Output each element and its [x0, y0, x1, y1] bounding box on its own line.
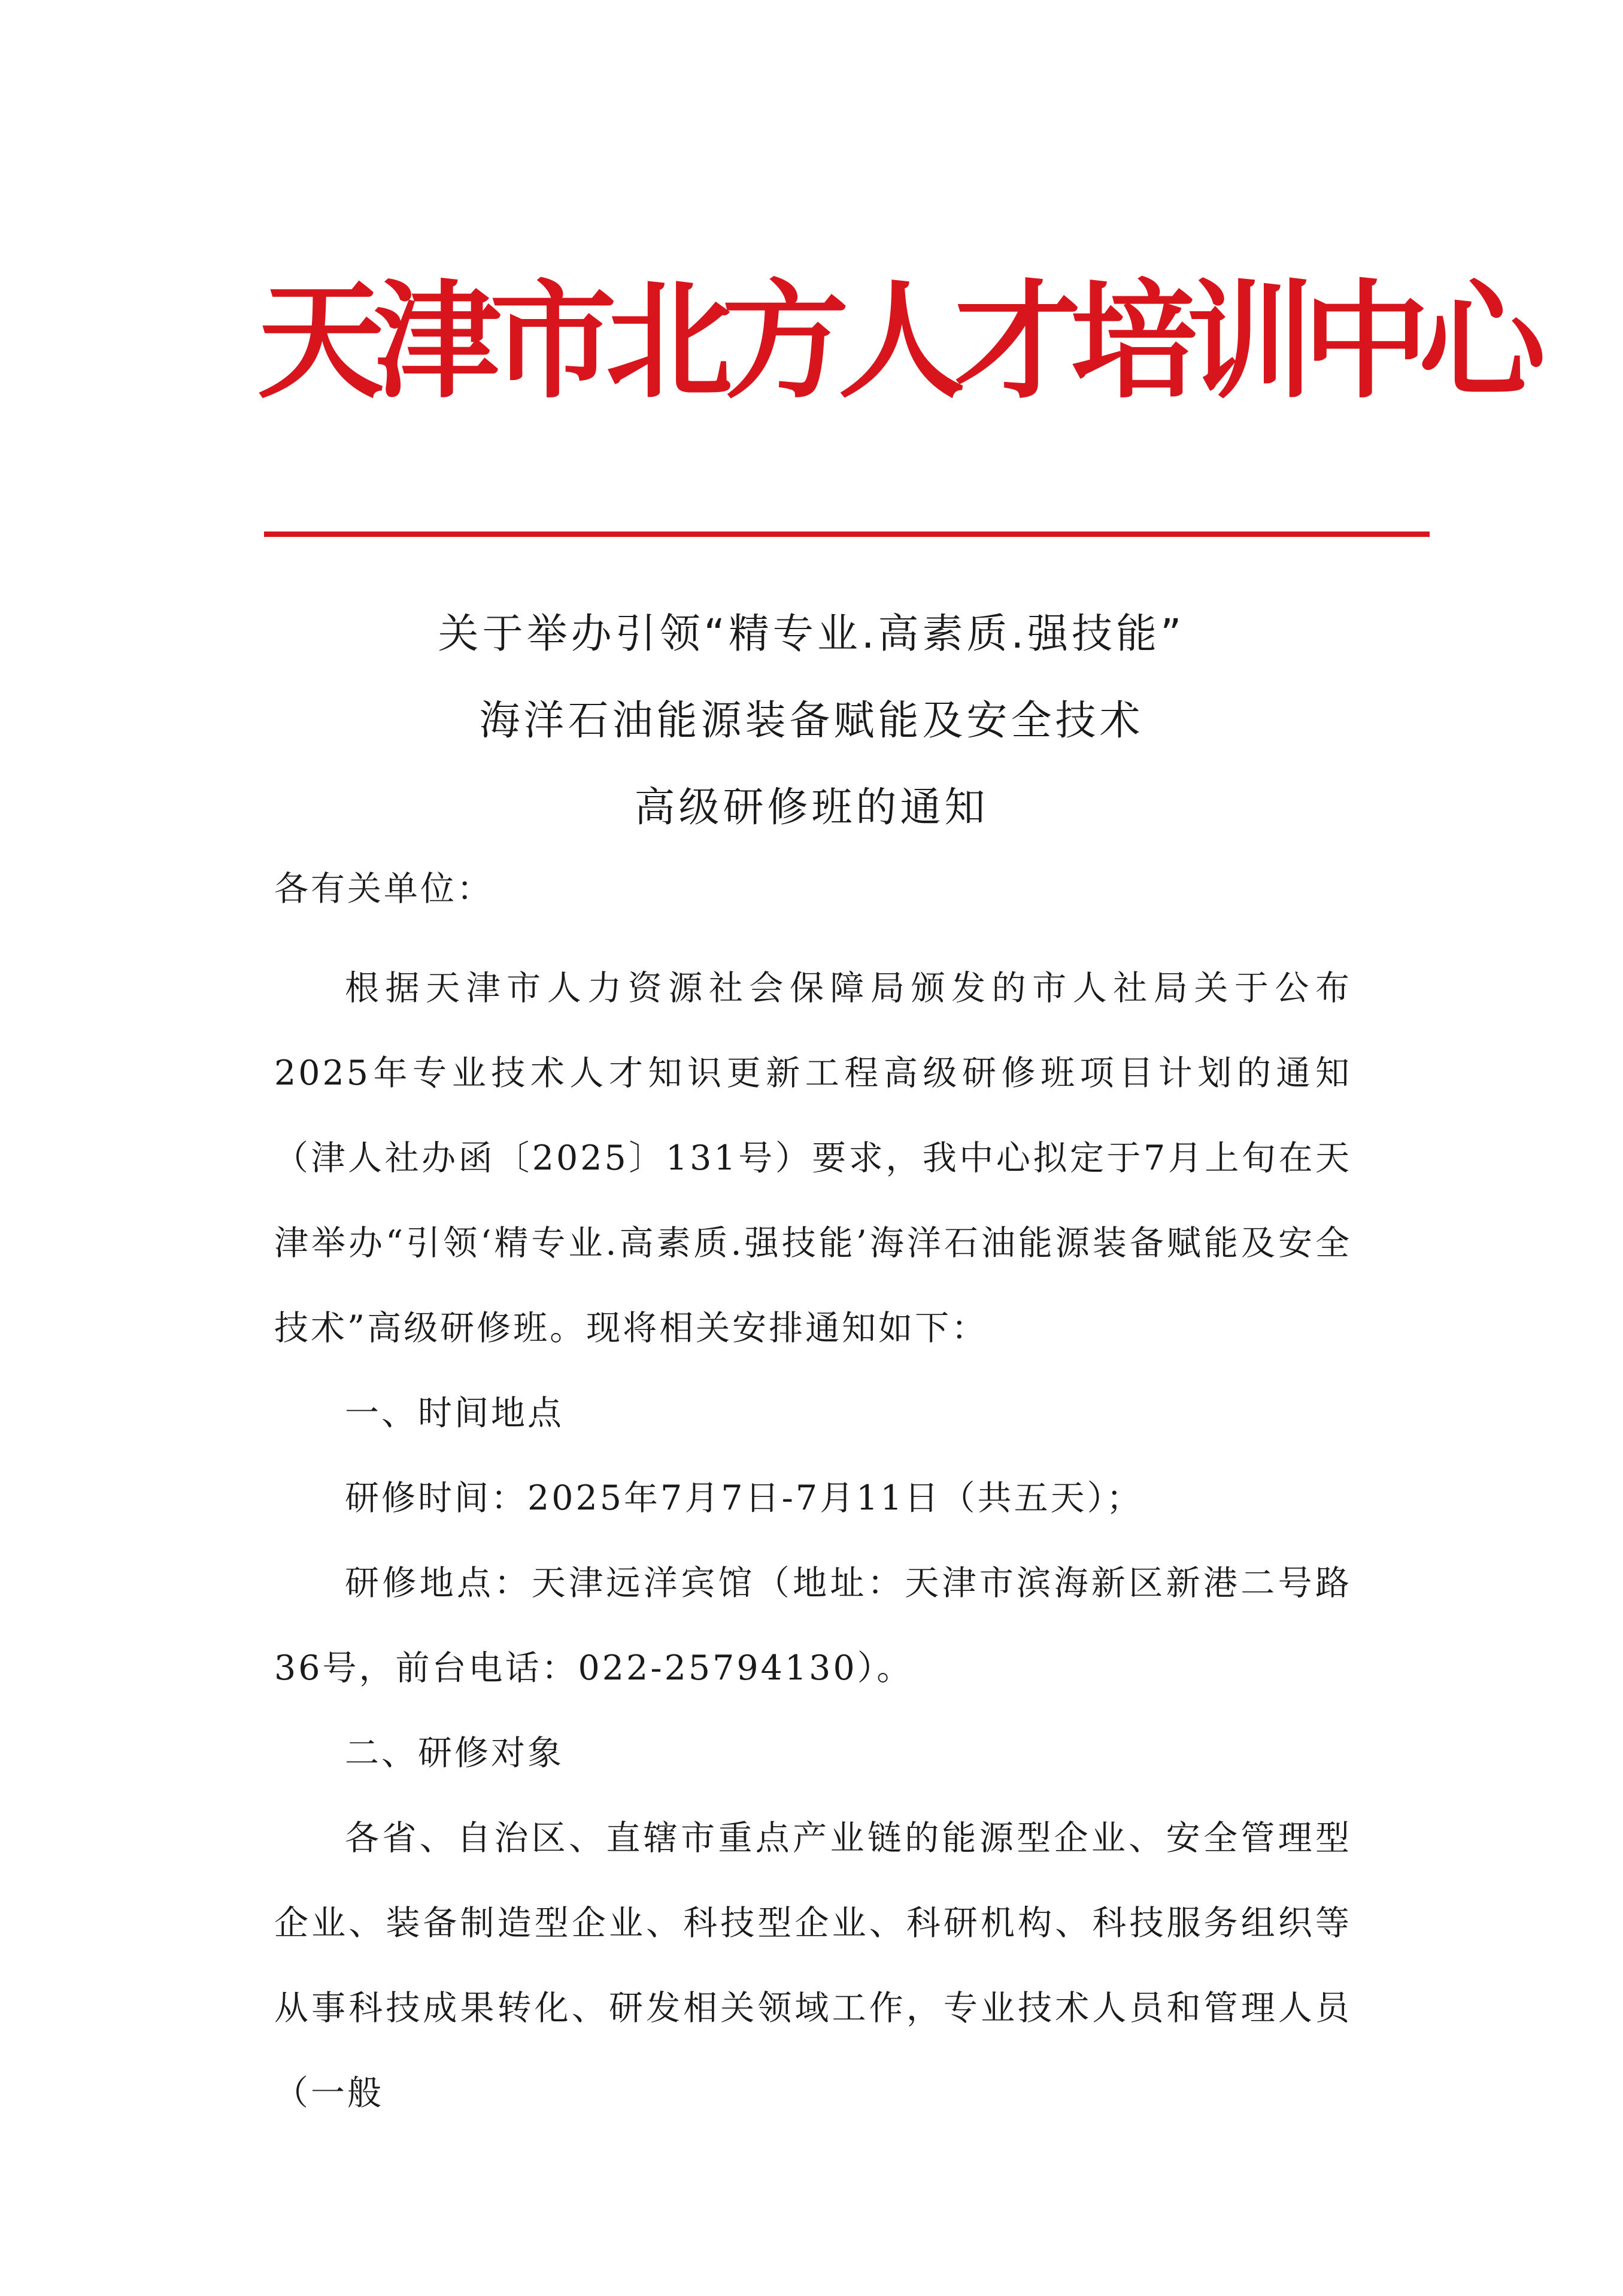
training-venue-paragraph: 研修地点：天津远洋宾馆（地址：天津市滨海新区新港二号路36号，前台电话：022-25794130）。	[274, 1563, 1352, 1688]
section-heading-time-place: 一、时间地点	[345, 1393, 564, 1433]
notice-title-line-1: 关于举办引领“精专业.高素质.强技能”	[438, 611, 1185, 658]
training-time-paragraph: 研修时间：2025年7月7日-7月11日（共五天）；	[345, 1478, 1143, 1518]
notice-title-line-3: 高级研修班的通知	[634, 784, 989, 831]
letterhead-divider	[264, 532, 1430, 537]
salutation: 各有关单位：	[274, 869, 493, 909]
intro-paragraph: 根据天津市人力资源社会保障局颁发的市人社局关于公布2025年专业技术人才知识更新工程高级研修班项目计划的通知（津人社办函〔2025〕131号）要求，我中心拟定于7月上旬在天津举办“引领‘精专业.高素质.强技能’海洋石油能源装备赋能及安全技术”高级研修班。现将相关安排通知如下：	[274, 968, 1352, 1348]
notice-title-line-2: 海洋石油能源装备赋能及安全技术	[479, 697, 1144, 745]
letterhead-org-name: 天津市北方人才培训中心	[257, 266, 1535, 415]
notice-body	[274, 946, 1352, 2136]
section-heading-participants: 二、研修对象	[345, 1733, 564, 1773]
participants-paragraph: 各省、自治区、直辖市重点产业链的能源型企业、安全管理型企业、装备制造型企业、科技型企业、科研机构、科技服务组织等从事科技成果转化、研发相关领域工作，专业技术人员和管理人员（一般	[274, 1818, 1352, 2113]
